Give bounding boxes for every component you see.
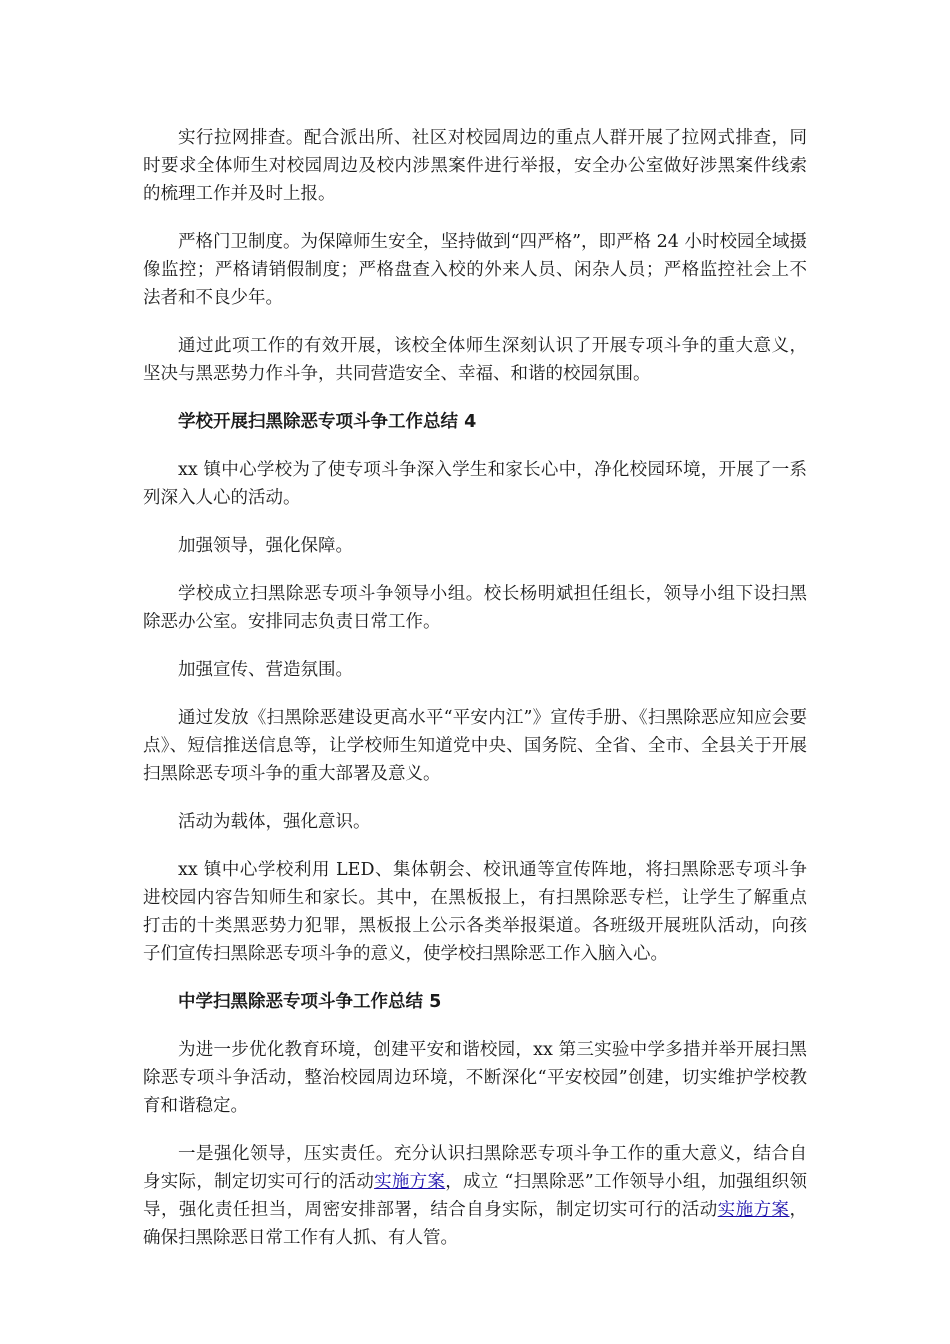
paragraph: 加强领导，强化保障。 [178,536,353,556]
paragraph: 活动为载体，强化意识。 [178,812,371,832]
paragraph: 学校成立扫黑除恶专项斗争领导小组。校长杨明斌担任组长，领导小组下设扫黑除恶办公室。安排同志负责日常工作。 [143,584,807,632]
paragraph: xx 镇中心学校为了使专项斗争深入学生和家长心中，净化校园环境，开展了一系列深入人心的活动。 [143,460,807,508]
section-heading: 学校开展扫黑除恶专项斗争工作总结 4 [178,412,477,432]
paragraph: 通过发放《扫黑除恶建设更高水平“平安内江”》宣传手册、《扫黑除恶应知应会要点》、短信推送信息等，让学校师生知道党中央、国务院、全省、全市、全县关于开展扫黑除恶专项斗争的重大部署及意义。 [143,708,807,784]
paragraph: 通过此项工作的有效开展，该校全体师生深刻认识了开展专项斗争的重大意义，坚决与黑恶势力作斗争，共同营造安全、幸福、和谐的校园氛围。 [143,336,807,384]
paragraph: 严格门卫制度。为保障师生安全，坚持做到“四严格”，即严格 24 小时校园全域摄像监控；严格请销假制度；严格盘查入校的外来人员、闲杂人员；严格监控社会上不法者和不良少年。 [143,232,807,308]
paragraph-text: 一是强化领导，压实责任。充分认识扫黑除恶专项斗争工作的重大意义，结合自身实际，制定切实可行的活动 [143,1144,807,1192]
paragraph-text: ，成立 “扫黑除恶”工作领导小组，加强组织领导，强化责任担当，周密安排部署，结合自身实际，制定切实可行的活动 [143,1172,807,1220]
paragraph: 实行拉网排查。配合派出所、社区对校园周边的重点人群开展了拉网式排查，同时要求全体师生对校园周边及校内涉黑案件进行举报，安全办公室做好涉黑案件线索的梳理工作并及时上报。 [143,128,807,204]
document-body [143,124,807,1272]
paragraph: xx 镇中心学校利用 LED、集体朝会、校讯通等宣传阵地，将扫黑除恶专项斗争进校园内容告知师生和家长。其中，在黑板报上，有扫黑除恶专栏，让学生了解重点打击的十类黑恶势力犯罪，黑板报上公示各类举报渠道。各班级开展班队活动，向孩子们宣传扫黑除恶专项斗争的意义，使学校扫黑除恶工作入脑入心。 [143,860,807,964]
paragraph: 为进一步优化教育环境，创建平安和谐校园，xx 第三实验中学多措并举开展扫黑除恶专项斗争活动，整治校园周边环境，不断深化“平安校园”创建，切实维护学校教育和谐稳定。 [143,1040,807,1116]
paragraph: 加强宣传、营造氛围。 [178,660,353,680]
section-heading: 中学扫黑除恶专项斗争工作总结 5 [178,992,442,1012]
paragraph-with-links [143,1140,807,1252]
paragraph-text: ，确保扫黑除恶日常工作有人抓、有人管。 [143,1200,808,1248]
implementation-plan-link[interactable]: 实施方案 [717,1200,790,1220]
implementation-plan-link[interactable]: 实施方案 [374,1172,446,1192]
